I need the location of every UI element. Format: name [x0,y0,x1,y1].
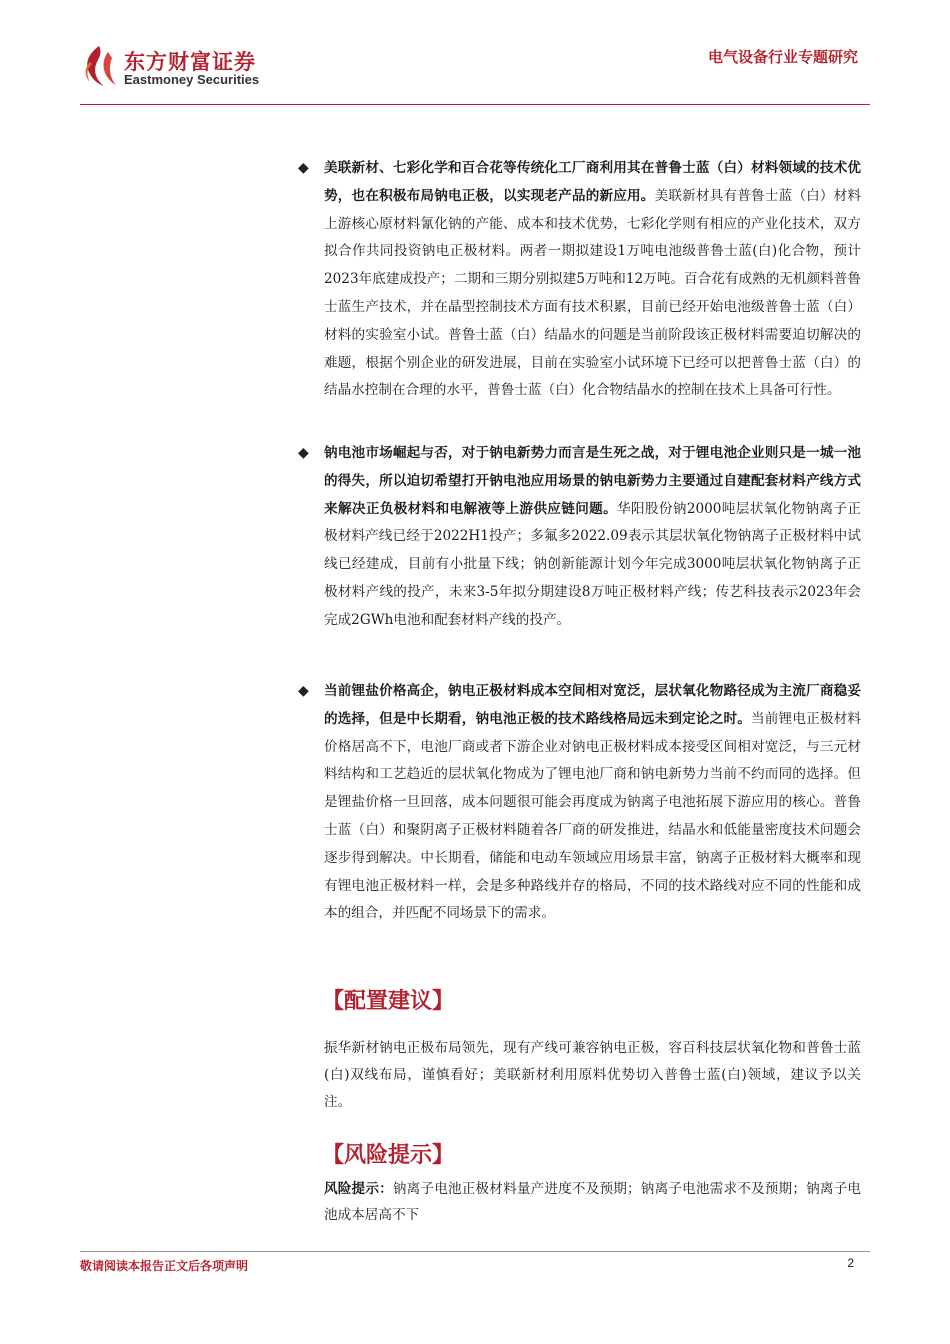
diamond-bullet-icon: ◆ [298,445,309,461]
page-number: 2 [847,1256,854,1270]
bullet-paragraph-2 [298,440,861,635]
footer-disclaimer: 敬请阅读本报告正文后各项声明 [80,1259,249,1273]
bullet-2-lead: 钠电池市场崛起与否，对于钠电新势力而言是生死之战，对于锂电池企业则只是一城一池的得失，所以迫切希望打开钠电池应用场景的钠电新势力主要通过自建配套材料产线方式来解决正负极材料和电解液等上游供应链问题。 [324,445,861,517]
eastmoney-logo-icon [80,44,118,88]
report-type-title: 电气设备行业专题研究 [707,48,858,66]
risk-label: 风险提示： [324,1181,393,1197]
diamond-bullet-icon: ◆ [298,160,309,176]
logo-english-name: Eastmoney Securities [124,72,260,87]
risk-section-title: 【风险提示】 [322,1143,455,1168]
allocation-paragraph: 振华新材钠电正极布局领先，现有产线可兼容钠电正极，容百科技层状氧化物和普鲁士蓝(白)双线布局，谨慎看好；美联新材利用原料优势切入普鲁士蓝(白)领域，建议予以关注。 [324,1040,861,1110]
company-logo [80,44,280,94]
diamond-bullet-icon: ◆ [298,683,309,699]
risk-paragraph [324,1176,861,1228]
header-divider [80,104,870,105]
bullet-1-lead: 美联新材、七彩化学和百合花等传统化工厂商利用其在普鲁士蓝（白）材料领域的技术优势，也在积极布局钠电正极，以实现老产品的新应用。 [324,160,861,204]
bullet-paragraph-1 [298,155,862,405]
bullet-1-body: 美联新材具有普鲁士蓝（白）材料上游核心原材料氰化钠的产能、成本和技术优势，七彩化学则有相应的产业化技术，双方拟合作共同投资钠电正极材料。两者一期拟建设1万吨电池级普鲁士蓝(白)化合物，预计2023年底建成投产；二期和三期分别拟建5万吨和12万吨。百合花有成熟的无机颜料普鲁士蓝生产技术，并在晶型控制技术方面有技术积累，目前已经开始电池级普鲁士蓝（白）材料的实验室小试。普鲁士蓝（白）结晶水的问题是当前阶段该正极材料需要迫切解决的难题，根据个别企业的研发进展，目前在实验室小试环境下已经可以把普鲁士蓝（白）的结晶水控制在合理的水平，普鲁士蓝（白）化合物结晶水的控制在技术上具备可行性。 [324,187,862,399]
footer-divider [80,1251,870,1252]
logo-chinese-name: 东方财富证券 [124,50,256,74]
bullet-3-lead: 当前锂盐价格高企，钠电正极材料成本空间相对宽泛，层状氧化物路径成为主流厂商稳妥的选择，但是中长期看，钠电池正极的技术路线格局远未到定论之时。 [324,683,861,727]
risk-text: 钠离子电池正极材料量产进度不及预期；钠离子电池需求不及预期；钠离子电池成本居高不下 [324,1181,862,1223]
bullet-paragraph-3 [298,678,862,928]
bullet-2-body: 华阳股份钠2000吨层状氧化物钠离子正极材料产线已经于2022H1投产；多氟多2022.09表示其层状氧化物钠离子正极材料中试线已经建成，目前有小批量下线；钠创新能源计划今年完成3000吨层状氧化物钠离子正极材料产线的投产，未来3-5年拟分期建设8万吨正极材料产线；传艺科技表示2023年会完成2GWh电池和配套材料产线的投产。 [324,500,861,628]
allocation-section-title: 【配置建议】 [322,989,455,1014]
bullet-3-body: 当前锂电正极材料价格居高不下，电池厂商或者下游企业对钠电正极材料成本接受区间相对宽泛，与三元材料结构和工艺趋近的层状氧化物成为了锂电池厂商和钠电新势力当前不约而同的选择。但是锂盐价格一旦回落，成本问题很可能会再度成为钠离子电池拓展下游应用的核心。普鲁士蓝（白）和聚阴离子正极材料随着各厂商的研发推进，结晶水和低能量密度技术问题会逐步得到解决。中长期看，储能和电动车领域应用场景丰富，钠离子正极材料大概率和现有锂电池正极材料一样，会是多种路线并存的格局，不同的技术路线对应不同的性能和成本的组合，并匹配不同场景下的需求。 [324,710,862,922]
